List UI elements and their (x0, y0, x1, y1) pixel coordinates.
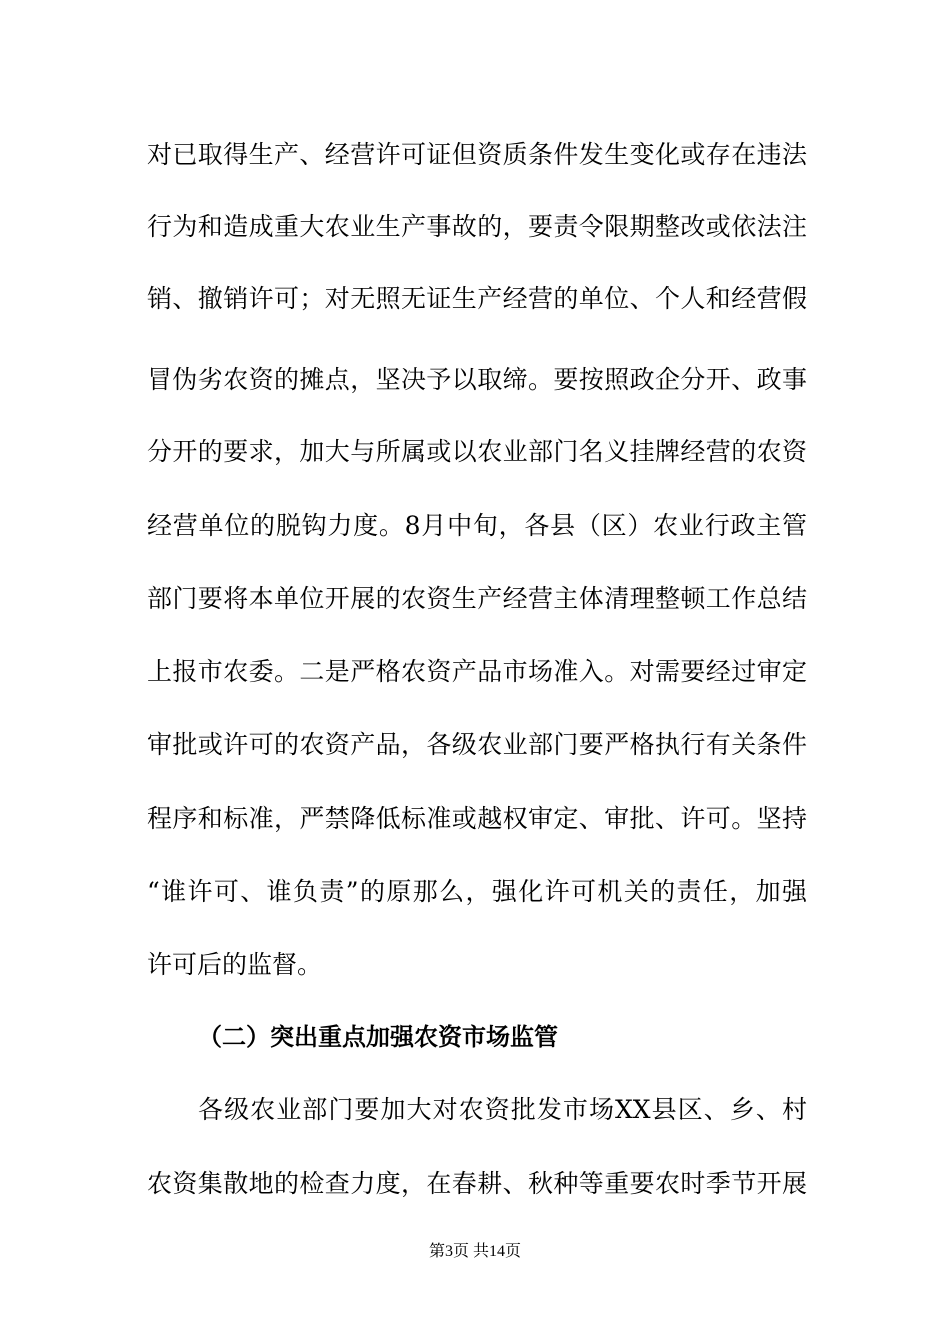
body-line-4: 冒伪劣农资的摊点，坚决予以取缔。要按照政企分开、政事 (147, 365, 807, 394)
body-line-8: 上报市农委。二是严格农资产品市场准入。对需要经过审定 (147, 657, 807, 686)
body-line-6: 经营单位的脱钩力度。8月中旬，各县（区）农业行政主管 (147, 511, 807, 540)
body-line-7: 部门要将本单位开展的农资生产经营主体清理整顿工作总结 (147, 584, 807, 613)
body-line-3: 销、撤销许可；对无照无证生产经营的单位、个人和经营假 (147, 284, 807, 313)
page-footer: 第3页 共14页 (428, 1243, 521, 1260)
para2-line-1: 各级农业部门要加大对农资批发市场XX县区、乡、村 (198, 1095, 807, 1124)
body-line-2: 行为和造成重大农业生产事故的，要责令限期整改或依法注 (147, 212, 807, 241)
para2-line-2: 农资集散地的检查力度，在春耕、秋种等重要农时季节开展 (147, 1169, 807, 1198)
body-line-12: 许可后的监督。 (147, 950, 323, 979)
body-line-11: “谁许可、谁负责”的原那么，强化许可机关的责任，加强 (147, 877, 807, 906)
section-heading: （二）突出重点加强农资市场监管 (198, 1023, 558, 1051)
body-line-9: 审批或许可的农资产品，各级农业部门要严格执行有关条件 (147, 730, 807, 759)
body-line-1: 对已取得生产、经营许可证但资质条件发生变化或存在违法 (147, 140, 807, 169)
body-line-5: 分开的要求，加大与所属或以农业部门名义挂牌经营的农资 (147, 437, 807, 466)
body-line-10: 程序和标准，严禁降低标准或越权审定、审批、许可。坚持 (147, 804, 807, 833)
